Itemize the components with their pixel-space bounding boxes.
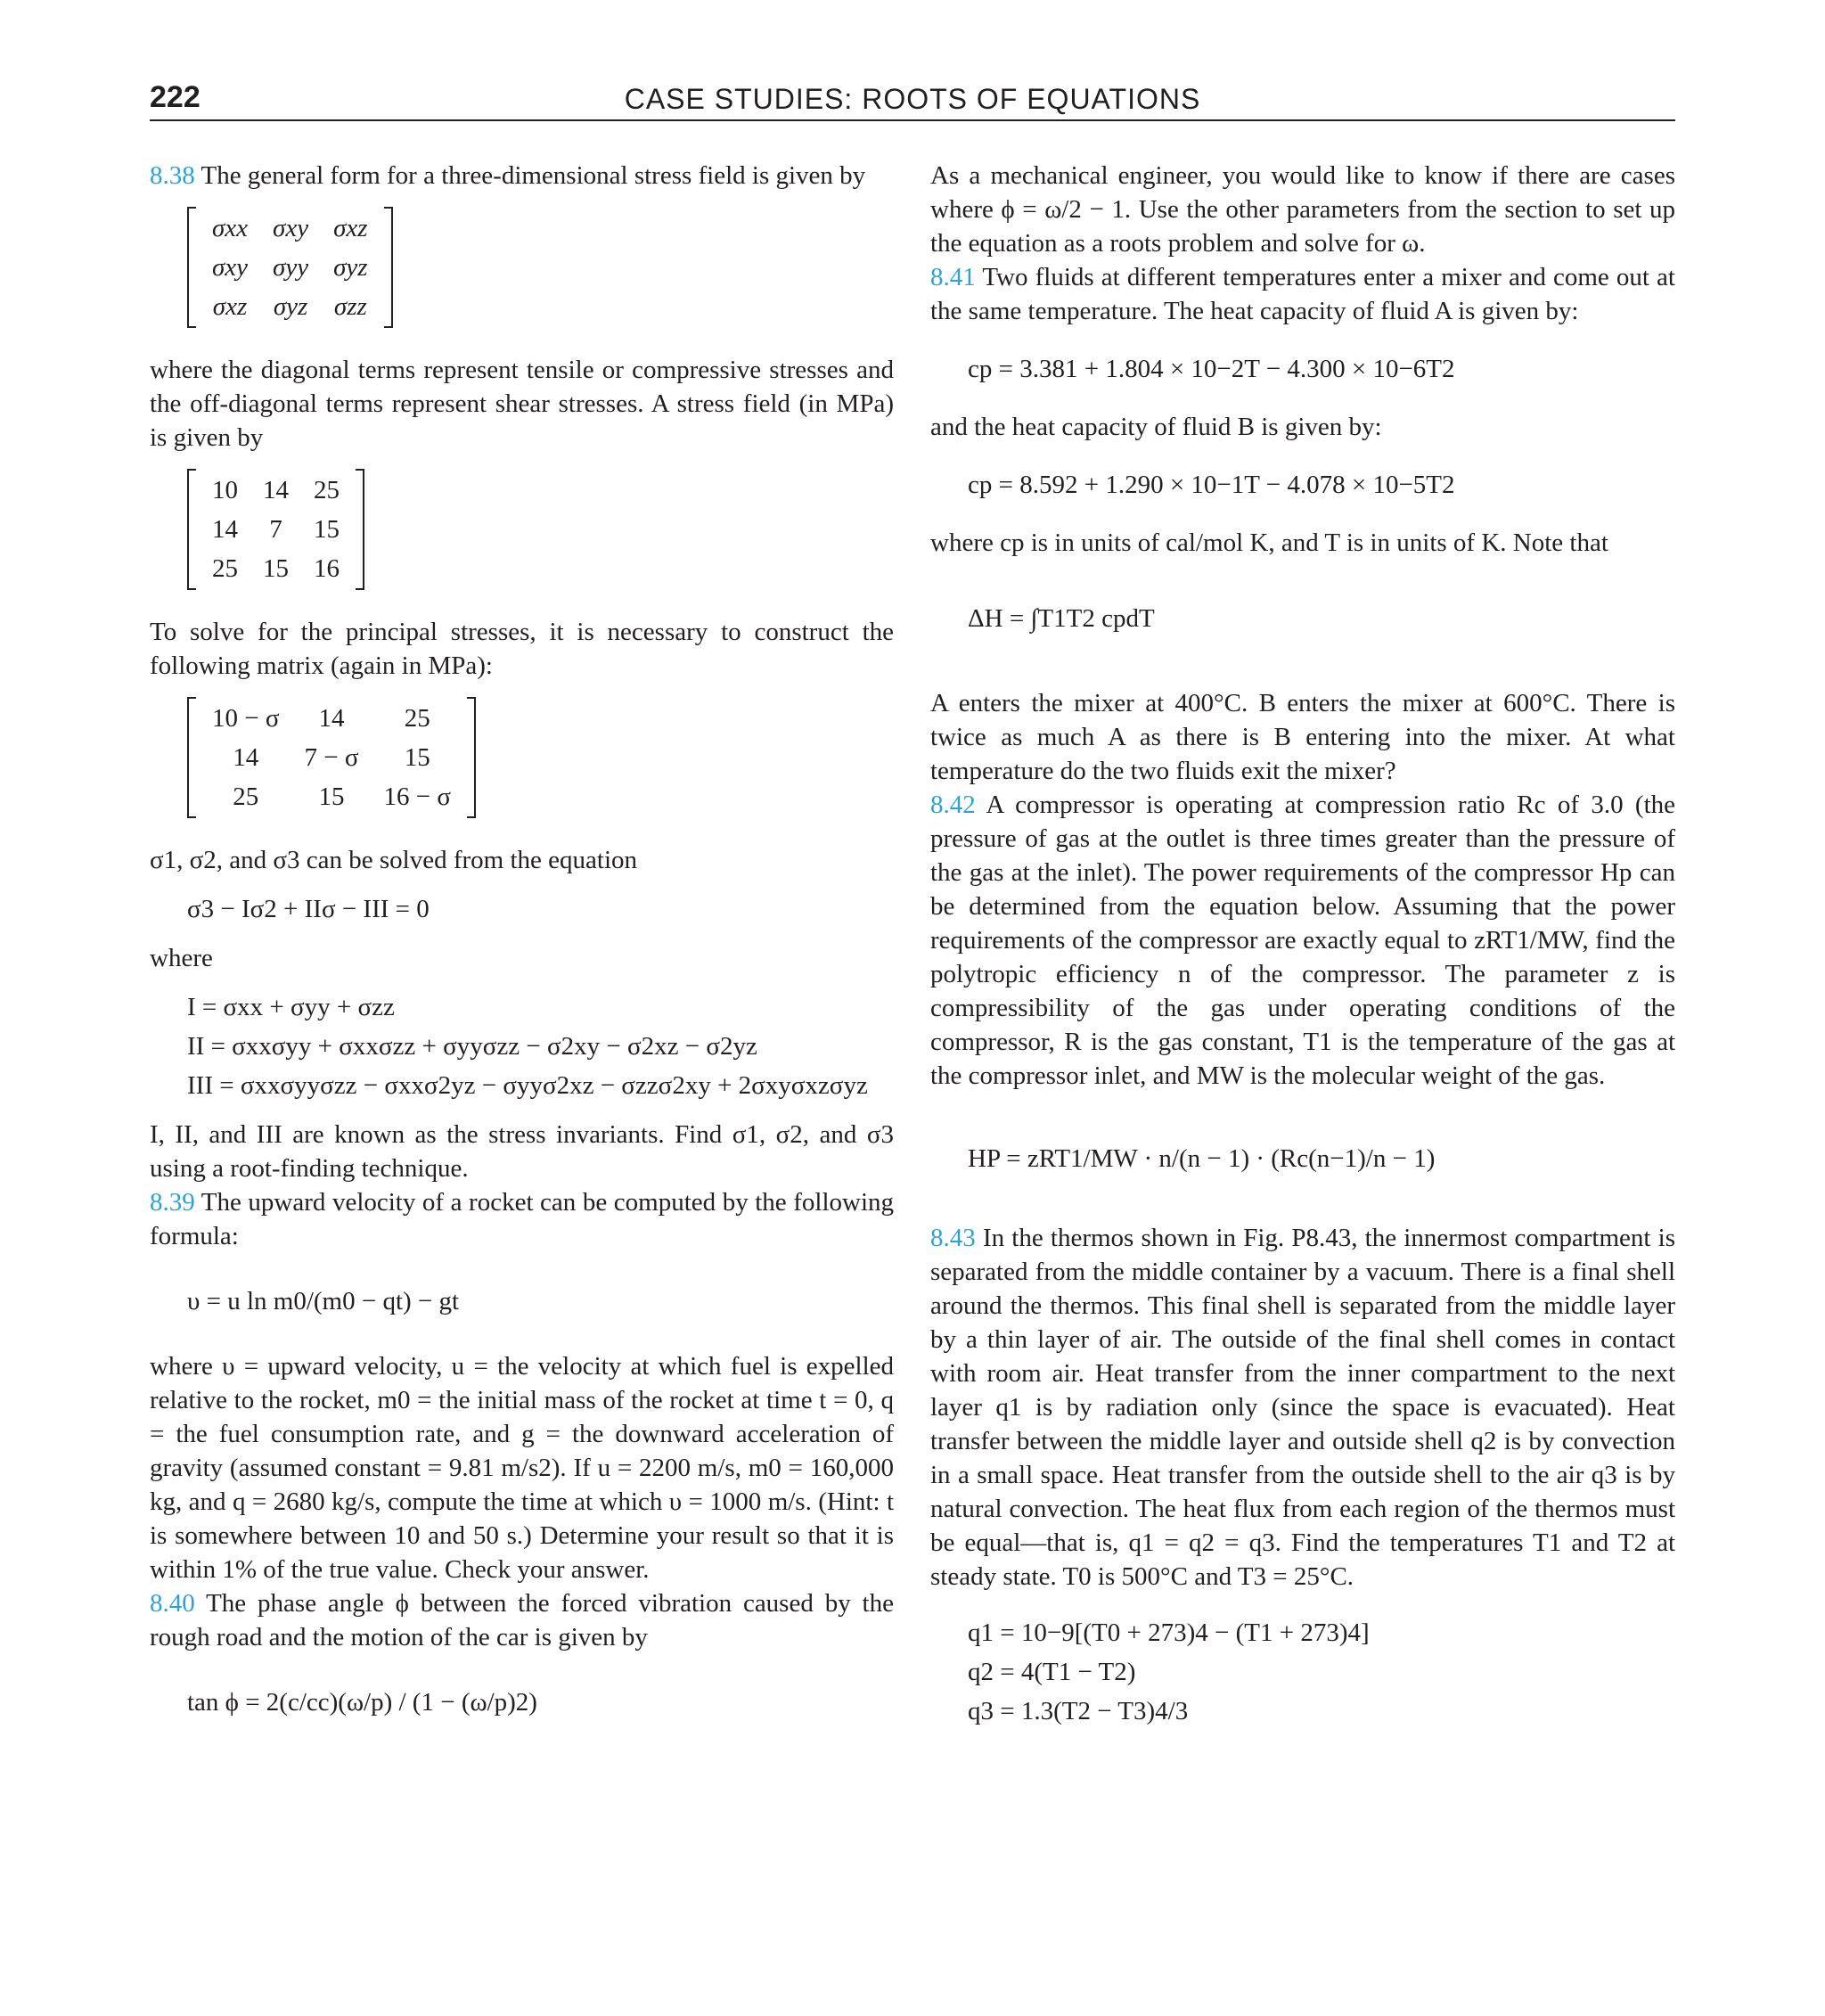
page-number: 222: [150, 80, 201, 114]
matrix-cell: σxz: [212, 292, 248, 321]
rocket-velocity-equation: [150, 1266, 894, 1337]
matrix-cell: 7 − σ: [304, 743, 359, 772]
matrix-cell: 10 − σ: [212, 704, 280, 733]
matrix-row: [200, 209, 381, 248]
q3-equation: q3 = 1.3(T2 − T3)4/3: [968, 1697, 1189, 1725]
paragraph-text: The phase angle ϕ between the forced vibration caused by the rough road and the motion of the car is given by: [150, 1589, 894, 1651]
matrix-cell: 16 − σ: [383, 783, 451, 811]
matrix-row: [200, 699, 463, 738]
matrix-row: [200, 738, 463, 777]
matrix-cell: 15: [263, 554, 289, 583]
matrix-cell: 14: [233, 743, 259, 772]
problem-8-40-intro: [150, 1586, 894, 1654]
equation-line: cp = 8.592 + 1.290 × 10−1T − 4.078 × 10−5T2: [968, 471, 1455, 499]
problem-8-39-text: where υ = upward velocity, u = the velocity at which fuel is expelled relative to the rocket, m0 = the initial mass of the rocket at time t = 0, q = the fuel consumption rate, and g = the downward acceleration of gravity (assumed constant = 9.81 m/s2). If u = 2200 m/s, m0 = 160,000 kg, and q = 2680 kg/s, compute the time at which υ = 1000 m/s. (Hint: t is somewhere between 10 and 50 s.) Determine your result so that it is within 1% of the true value. Check your answer.: [150, 1352, 894, 1584]
matrix-cell: σzz: [333, 292, 367, 321]
invariant-equations: [150, 988, 894, 1105]
problem-8-38-text5: I, II, and III are known as the stress invariants. Find σ1, σ2, and σ3 using a root-finding technique.: [150, 1120, 894, 1183]
paragraph-text: The general form for a three-dimensional stress field is given by: [194, 161, 866, 190]
problem-number: 8.40: [150, 1589, 195, 1618]
invariant-iii: III = σxxσyyσzz − σxxσ2yz − σyyσ2xz − σzzσ2xy + 2σxyσxzσyz: [187, 1071, 868, 1100]
matrix-cell: 10: [212, 476, 238, 504]
paragraph-text: A compressor is operating at compression ratio Rc of 3.0 (the pressure of gas at the outlet is three times greater than the pressure of the gas at the inlet). The power requirements of the compressor Hp can be determined from the equation below. Assuming that the power requirements of the compressor are exactly equal to zRT1/MW, find the polytropic efficiency n of the compressor. The parameter z is compressibility of the gas under operating conditions of the compressor, R is the gas constant, T1 is the temperature of the gas at the compressor inlet, and MW is the molecular weight of the gas.: [930, 791, 1675, 1090]
matrix-row: [200, 549, 352, 588]
matrix-cell: 7: [269, 515, 282, 544]
q1-equation: q1 = 10−9[(T0 + 273)4 − (T1 + 273)4]: [968, 1619, 1370, 1647]
matrix-cell: 14: [318, 704, 345, 733]
matrix-cell: 15: [404, 743, 430, 772]
cp-fluid-a-equation: [930, 349, 1675, 389]
problem-8-40-continued: As a mechanical engineer, you would like to know if there are cases where ϕ = ω/2 − 1. Use the other parameters from the section to set up the equation as a roots problem and solve for ω.: [930, 161, 1675, 258]
units-text: where cp is in units of cal/mol K, and T is in units of K. Note that: [930, 529, 1608, 557]
matrix-cell: 14: [212, 515, 238, 544]
equation-line: σ3 − Iσ2 + IIσ − III = 0: [187, 895, 430, 923]
problem-8-38-intro: [150, 159, 894, 193]
matrix-row: [200, 287, 381, 326]
cp-fluid-b-equation: [930, 465, 1675, 504]
problem-8-38-text3: To solve for the principal stresses, it is necessary to construct the following matrix (again in MPa):: [150, 618, 894, 680]
matrix-cell: σxz: [333, 214, 368, 242]
matrix-cell: 25: [314, 476, 340, 504]
matrix-cell: σxx: [212, 214, 249, 242]
enthalpy-integral-equation: [930, 578, 1675, 660]
problem-8-42: [930, 788, 1675, 1093]
paragraph-text: In the thermos shown in Fig. P8.43, the innermost compartment is separated from the middle container by a vacuum. There is a final shell around the thermos. This final shell is separated from the middle layer by a thin layer of air. The outside of the final shell comes in contact with room air. Heat transfer from the inner compartment to the next layer q1 is by radiation only (since the space is evacuated). Heat transfer between the middle layer and outside shell q2 is by convection in a small space. Heat transfer from the outside shell to the air q3 is by natural convection. The heat flux from each region of the thermos must be equal—that is, q1 = q2 = q3. Find the temperatures T1 and T2 at steady state. T0 is 500°C and T3 = 25°C.: [930, 1224, 1675, 1591]
matrix-cell: σyz: [333, 253, 368, 282]
matrix-row: [200, 510, 352, 549]
cubic-equation: [150, 889, 894, 929]
sigma-matrix: [187, 697, 476, 818]
problem-number: 8.39: [150, 1188, 195, 1217]
matrix-cell: σxy: [273, 214, 309, 242]
problem-8-41-intro: [930, 260, 1675, 328]
problem-8-38-text4: σ1, σ2, and σ3 can be solved from the equation: [150, 846, 638, 874]
equation-line: HP = zRT1/MW · n/(n − 1) · (Rc(n−1)/n − 1): [968, 1144, 1436, 1173]
matrix-cell: σyy: [273, 253, 309, 282]
right-column: [930, 159, 1675, 1743]
invariant-i: I = σxx + σyy + σzz: [187, 993, 395, 1021]
phase-angle-equation: [150, 1667, 894, 1738]
matrix-cell: 25: [404, 704, 430, 733]
equation-line: tan ϕ = 2(c/cc)(ω/p) / (1 − (ω/p)2): [187, 1688, 537, 1717]
invariant-ii: II = σxxσyy + σxxσzz + σyyσzz − σ2xy − σ2xz − σ2yz: [187, 1032, 757, 1061]
running-title: CASE STUDIES: ROOTS OF EQUATIONS: [624, 83, 1201, 115]
problem-number: 8.42: [930, 791, 976, 819]
matrix-cell: 16: [314, 554, 340, 583]
left-column: [150, 159, 894, 1750]
stress-field-matrix: [187, 469, 364, 590]
problem-8-41-question: A enters the mixer at 400°C. B enters the mixer at 600°C. There is twice as much A as there is B entering into the mixer. At what temperature do the two fluids exit the mixer?: [930, 689, 1675, 785]
general-stress-matrix: [187, 207, 393, 328]
matrix-cell: 25: [212, 554, 238, 583]
problem-number: 8.38: [150, 161, 195, 190]
equation-line: cp = 3.381 + 1.804 × 10−2T − 4.300 × 10−6T2: [968, 355, 1455, 383]
paragraph-text: Two fluids at different temperatures enter a mixer and come out at the same temperature. The heat capacity of fluid A is given by:: [930, 263, 1675, 325]
matrix-row: [200, 471, 352, 510]
matrix-row: [200, 248, 381, 287]
where-label: where: [150, 944, 213, 972]
matrix-cell: 15: [318, 783, 345, 811]
matrix-cell: σyz: [273, 292, 308, 321]
problem-8-39-intro: [150, 1185, 894, 1253]
problem-number: 8.41: [930, 263, 976, 291]
matrix-cell: σxy: [212, 253, 249, 282]
fluid-b-intro: and the heat capacity of fluid B is given by:: [930, 413, 1382, 441]
matrix-cell: 25: [233, 783, 259, 811]
problem-number: 8.43: [930, 1224, 976, 1252]
problem-8-43: [930, 1221, 1675, 1594]
compressor-power-equation: [930, 1123, 1675, 1194]
matrix-cell: 15: [314, 515, 340, 544]
equation-line: ΔH = ∫T1T2 cpdT: [968, 604, 1155, 633]
matrix-cell: 14: [263, 476, 289, 504]
heat-flux-equations: [930, 1613, 1675, 1731]
page-header: [150, 73, 1675, 121]
paragraph-text: The upward velocity of a rocket can be computed by the following formula:: [150, 1188, 894, 1250]
matrix-row: [200, 777, 463, 816]
problem-8-38-text2: where the diagonal terms represent tensile or compressive stresses and the off-diagonal terms represent shear stresses. A stress field (in MPa) is given by: [150, 356, 894, 452]
equation-line: υ = u ln m0/(m0 − qt) − gt: [187, 1287, 460, 1315]
q2-equation: q2 = 4(T1 − T2): [968, 1658, 1136, 1686]
